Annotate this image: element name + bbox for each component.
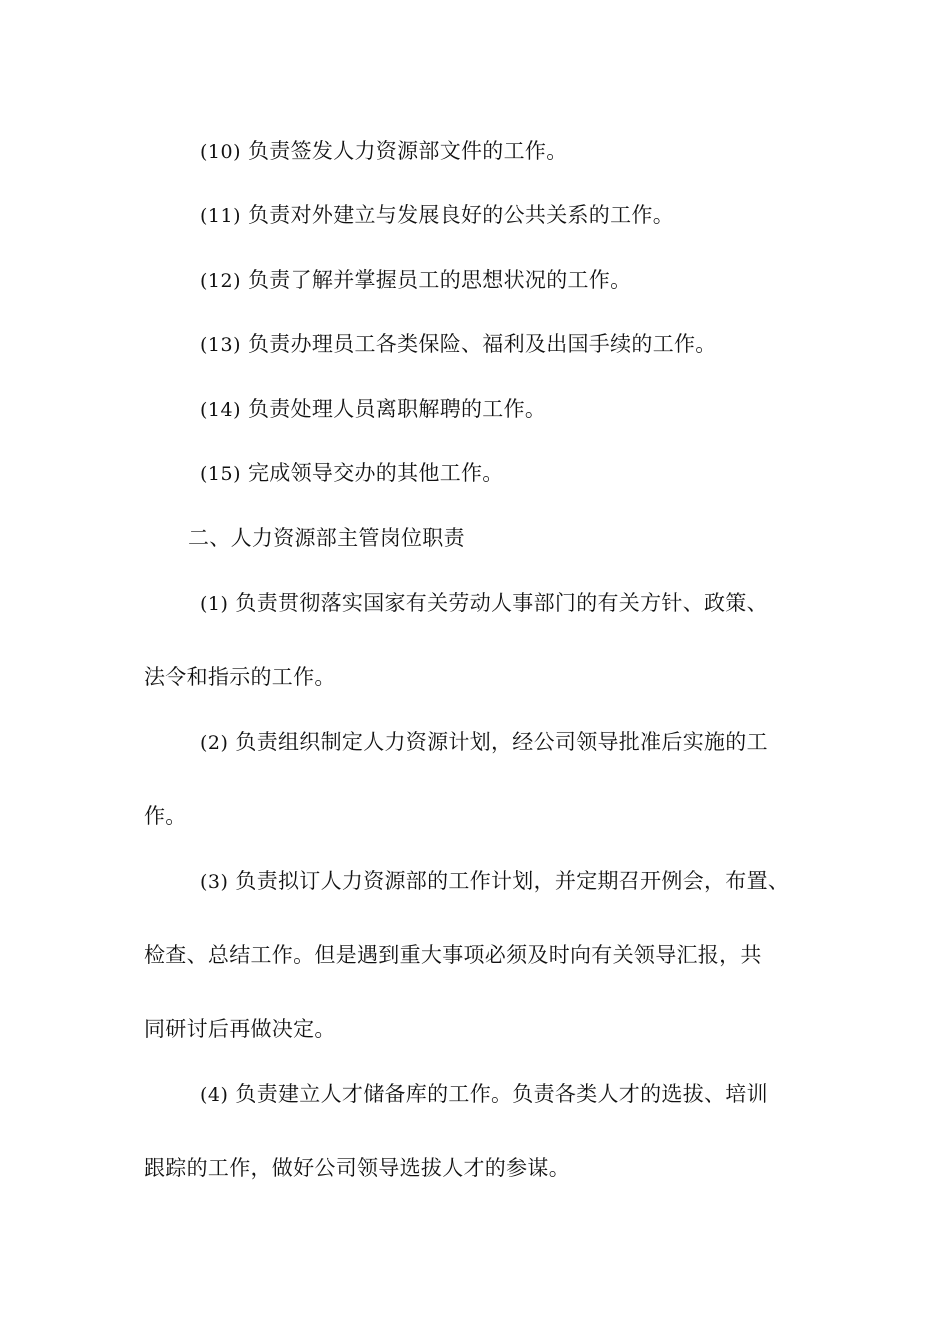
item-text: 负责建立人才储备库的工作。负责各类人才的选拔、培训	[235, 1082, 768, 1106]
item-continuation: 跟踪的工作，做好公司领导选拔人才的参谋。	[144, 1156, 570, 1180]
item-continuation: 法令和指示的工作。	[144, 665, 336, 689]
duty-item-10	[200, 136, 568, 167]
item-text: 负责拟订人力资源部的工作计划，并定期召开例会，布置、	[235, 869, 790, 893]
item-text: 负责对外建立与发展良好的公共关系的工作。	[248, 203, 674, 227]
item-text: 负责贯彻落实国家有关劳动人事部门的有关方针、政策、	[235, 591, 768, 615]
item-number: (3)	[200, 871, 229, 893]
item-continuation: 同研讨后再做决定。	[144, 1017, 336, 1041]
item-continuation: 作。	[144, 804, 187, 828]
item-number: (11)	[200, 205, 242, 227]
item-number: (13)	[200, 334, 242, 356]
item-text: 负责签发人力资源部文件的工作。	[248, 139, 568, 163]
item-number: (2)	[200, 732, 229, 754]
item-text: 负责了解并掌握员工的思想状况的工作。	[248, 268, 632, 292]
item-text: 完成领导交办的其他工作。	[248, 461, 504, 485]
item-number: (4)	[200, 1084, 229, 1106]
duty-item-14	[200, 394, 546, 425]
duty-item-11	[200, 200, 674, 231]
item-number: (14)	[200, 399, 242, 421]
item-text: 负责组织制定人力资源计划，经公司领导批准后实施的工	[235, 730, 768, 754]
section-heading: 二、人力资源部主管岗位职责	[188, 526, 465, 550]
duty-item-1	[200, 588, 768, 619]
item-text: 负责办理员工各类保险、福利及出国手续的工作。	[248, 332, 717, 356]
duty-item-15	[200, 458, 504, 489]
item-number: (1)	[200, 593, 229, 615]
duty-item-3	[200, 866, 789, 897]
duty-item-4	[200, 1079, 768, 1110]
duty-item-2	[200, 727, 768, 758]
item-continuation: 检查、总结工作。但是遇到重大事项必须及时向有关领导汇报，共	[144, 943, 762, 967]
item-number: (10)	[200, 141, 242, 163]
duty-item-12	[200, 265, 631, 296]
item-number: (12)	[200, 270, 242, 292]
item-text: 负责处理人员离职解聘的工作。	[248, 397, 547, 421]
duty-item-13	[200, 329, 717, 360]
item-number: (15)	[200, 463, 242, 485]
